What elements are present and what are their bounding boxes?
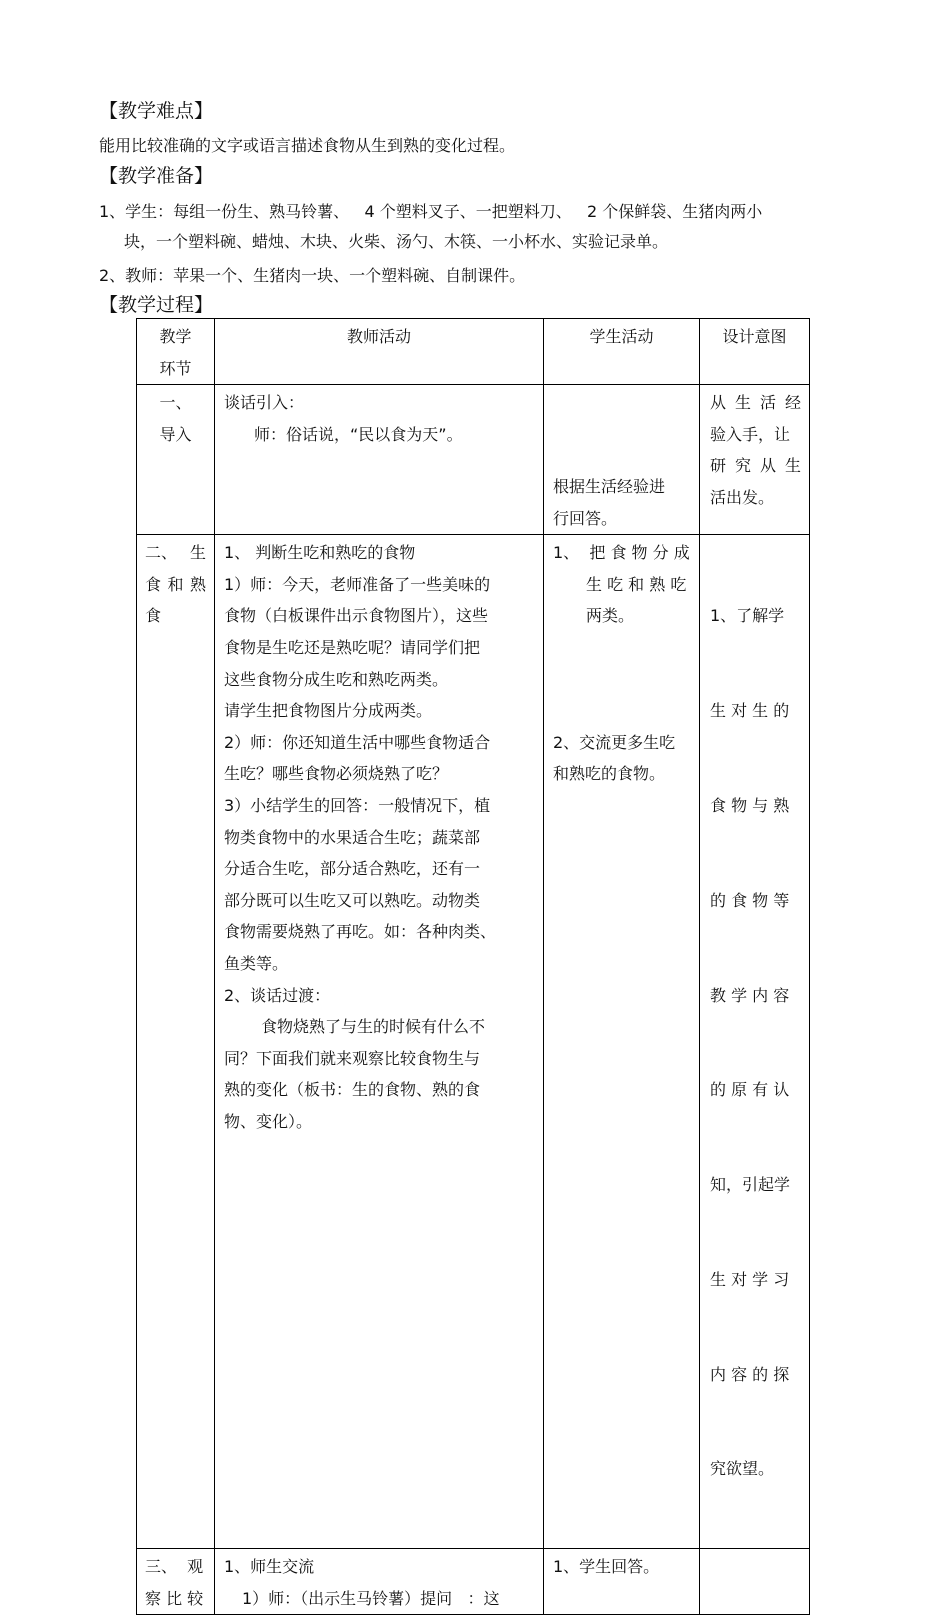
row3-teacher-line-2: 1）师：（出示生马铃薯）提问 ：这 <box>242 1588 500 1608</box>
row1-intent-char: 经 <box>784 393 801 413</box>
row2-teacher-line: 1、 判断生吃和熟吃的食物 <box>224 543 416 563</box>
row2-stage-char: 二、 <box>145 543 178 563</box>
header-student-label: 学生活动 <box>589 327 654 346</box>
row2-teacher-line: 1）师：今天，老师准备了一些美味的 <box>224 574 491 594</box>
row2-student-line: 2、交流更多生吃 <box>553 732 676 752</box>
row2-teacher-line: 分适合生吃，部分适合熟吃，还有一 <box>224 859 481 879</box>
row1-intent-char: 研 <box>710 456 727 476</box>
header-stage-line-2: 环节 <box>159 358 192 378</box>
prep-item-1-line-2: 块，一个塑料碗、蜡烛、木块、火柴、汤勺、木筷、一小杯水、实验记录单。 <box>124 232 669 251</box>
row1-intent-line-2: 验入手，让 <box>710 424 791 444</box>
row2-stage <box>137 535 215 1549</box>
row2-student-spacer <box>553 632 693 727</box>
row1-intent-char: 究 <box>734 456 751 476</box>
row1-teacher <box>215 385 544 535</box>
row2-stage-char: 食 <box>145 574 162 594</box>
prep-item-1-line-1: 1、学生：每组一份生、熟马铃薯、 4 个塑料叉子、一把塑料刀、 2 个保鲜袋、生猪肉两小 <box>99 202 763 221</box>
table-row <box>137 385 810 535</box>
header-stage-line-1: 教学 <box>159 327 192 346</box>
row2-intent <box>700 535 810 1549</box>
row3-stage-line-2: 察 比 较 <box>145 1588 204 1608</box>
process-heading: 【教学过程】 <box>99 294 214 316</box>
row1-intent-char: 从 <box>710 393 727 413</box>
row3-student <box>544 1549 700 1615</box>
row2-stage-line-2 <box>145 569 206 601</box>
row2-intent-line: 食 物 与 熟 <box>710 795 790 815</box>
row1-student <box>544 385 700 535</box>
difficulty-heading: 【教学难点】 <box>99 100 214 122</box>
row3-intent <box>700 1549 810 1615</box>
row1-stage <box>137 385 215 535</box>
row1-intent-line-4: 活出发。 <box>710 487 775 507</box>
row3-teacher-line-1: 1、师生交流 <box>224 1557 315 1577</box>
table-row <box>137 535 810 1549</box>
row2-intent-line: 的 食 物 等 <box>710 890 790 910</box>
row2-intent-line: 内 容 的 探 <box>710 1364 790 1384</box>
row2-teacher-line: 食物是生吃还是熟吃呢？请同学们把 <box>224 637 481 657</box>
row2-intent-line: 究欲望。 <box>710 1459 775 1479</box>
row2-student-line: 和熟吃的食物。 <box>553 764 666 784</box>
row1-teacher-line-2: 师：俗话说，“民以食为天”。 <box>254 424 463 444</box>
row1-student-line-2: 行回答。 <box>553 508 618 528</box>
row2-teacher-line: 食物烧熟了与生的时候有什么不 <box>261 1017 486 1037</box>
row1-intent-char: 活 <box>759 393 776 413</box>
row1-teacher-line-1: 谈话引入： <box>224 393 305 413</box>
lesson-process-table <box>136 318 810 1615</box>
row1-intent-line-3 <box>710 450 801 482</box>
row1-intent-line-1 <box>710 387 801 419</box>
row1-stage-line-2: 导入 <box>159 424 192 444</box>
row2-stage-line-3: 食 <box>145 606 162 626</box>
table-header-row <box>137 319 810 385</box>
table-row <box>137 1549 810 1615</box>
header-student <box>544 319 700 385</box>
row2-teacher-line: 3）小结学生的回答：一般情况下，植 <box>224 795 491 815</box>
row2-student <box>544 535 700 1549</box>
row2-teacher-line: 熟的变化（板书：生的食物、熟的食 <box>224 1080 481 1100</box>
row1-intent-char: 从 <box>759 456 776 476</box>
row2-student-line: 两类。 <box>586 606 635 626</box>
header-intent-label: 设计意图 <box>722 327 787 346</box>
row2-intent-line: 的 原 有 认 <box>710 1080 790 1100</box>
row2-teacher-line: 物、变化）。 <box>224 1111 313 1131</box>
row2-teacher-line: 生吃？哪些食物必须烧熟了吃？ <box>224 764 449 784</box>
row3-student-line: 1、学生回答。 <box>553 1557 660 1577</box>
row3-teacher <box>215 1549 544 1615</box>
row2-intent-line: 知，引起学 <box>710 1175 791 1195</box>
row2-teacher-line: 部分既可以生吃又可以熟吃。动物类 <box>224 890 481 910</box>
row2-student-line: 生 吃 和 熟 吃 <box>586 574 687 594</box>
row2-teacher-line: 食物（白板课件出示食物图片），这些 <box>224 606 489 626</box>
row2-teacher-line: 2）师：你还知道生活中哪些食物适合 <box>224 732 491 752</box>
header-intent <box>700 319 810 385</box>
row2-intent-line: 教 学 内 容 <box>710 985 790 1005</box>
row1-intent-char: 生 <box>734 393 751 413</box>
prep-heading: 【教学准备】 <box>99 165 214 187</box>
row2-intent-line: 1、了解学 <box>710 606 785 626</box>
row3-stage-line-1: 三、 观 <box>145 1557 204 1577</box>
row2-stage-char: 生 <box>189 543 206 563</box>
row1-student-line-1: 根据生活经验进 <box>553 477 666 496</box>
row2-teacher-line: 食物需要烧熟了再吃。如：各种肉类、 <box>224 922 497 942</box>
prep-item-2: 2、教师：苹果一个、生猪肉一块、一个塑料碗、自制课件。 <box>99 266 526 285</box>
row2-teacher-line: 鱼类等。 <box>224 953 289 973</box>
row2-student-line: 1、 把 食 物 分 成 <box>553 543 690 563</box>
row2-stage-line-1 <box>145 537 206 569</box>
row1-intent <box>700 385 810 535</box>
row2-stage-char: 和 <box>167 574 184 594</box>
row1-stage-line-1: 一、 <box>159 393 192 413</box>
row1-intent-char: 生 <box>784 456 801 476</box>
row2-intent-line: 生 对 生 的 <box>710 701 790 721</box>
header-teacher-label: 教师活动 <box>346 327 411 346</box>
row3-stage <box>137 1549 215 1615</box>
row2-teacher-line: 这些食物分成生吃和熟吃两类。 <box>224 669 449 689</box>
row2-stage-char: 熟 <box>189 574 206 594</box>
difficulty-text: 能用比较准确的文字或语言描述食物从生到熟的变化过程。 <box>99 136 516 155</box>
row2-teacher <box>215 535 544 1549</box>
header-teacher <box>215 319 544 385</box>
row2-teacher-line: 物类食物中的水果适合生吃；蔬菜部 <box>224 827 481 847</box>
row2-teacher-line: 请学生把食物图片分成两类。 <box>224 701 433 721</box>
row2-teacher-line: 2、谈话过渡： <box>224 985 331 1005</box>
row2-teacher-line: 同？下面我们就来观察比较食物生与 <box>224 1048 481 1068</box>
row2-intent-line: 生 对 学 习 <box>710 1269 790 1289</box>
header-stage <box>137 319 215 385</box>
